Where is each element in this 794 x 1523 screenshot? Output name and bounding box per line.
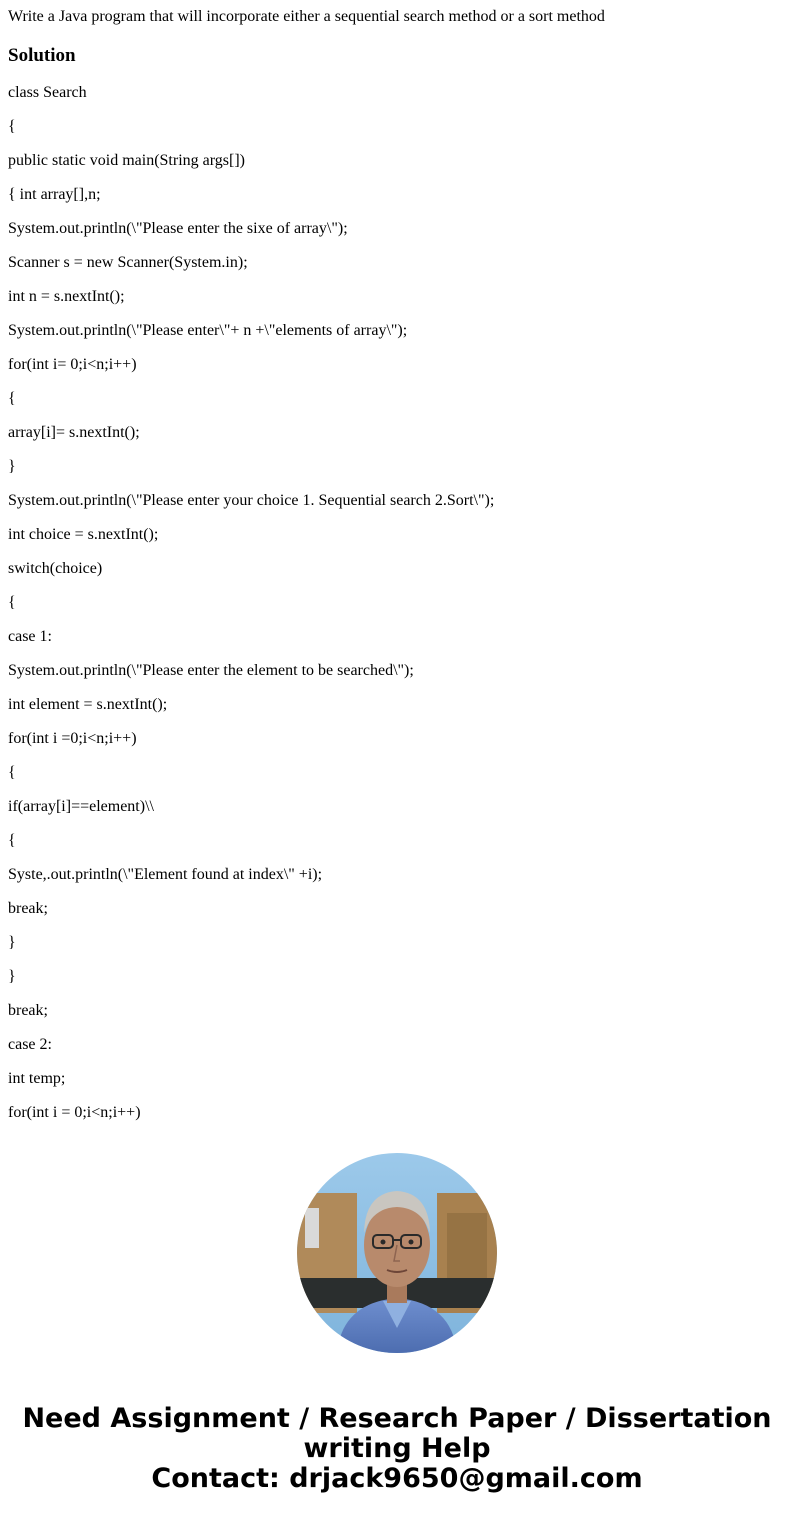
code-line: for(int i= 0;i<n;i++)	[8, 356, 137, 373]
question-text: Write a Java program that will incorporate either a sequential search method or a sort method	[8, 8, 605, 25]
code-line: { int array[],n;	[8, 186, 101, 203]
code-line: int choice = s.nextInt();	[8, 526, 159, 543]
code-line: {	[8, 594, 16, 611]
code-line: {	[8, 764, 16, 781]
code-line: {	[8, 832, 16, 849]
code-line: for(int i = 0;i<n;i++)	[8, 1104, 141, 1121]
code-line: Scanner s = new Scanner(System.in);	[8, 254, 248, 271]
code-line: class Search	[8, 84, 87, 101]
code-line: int n = s.nextInt();	[8, 288, 125, 305]
code-line: case 2:	[8, 1036, 52, 1053]
promo-line: Need Assignment / Research Paper / Dissertation	[22, 1403, 772, 1434]
code-line: int element = s.nextInt();	[8, 696, 168, 713]
code-line: switch(choice)	[8, 560, 103, 577]
code-line: for(int i =0;i<n;i++)	[8, 730, 137, 747]
contact-line: Contact: drjack9650@gmail.com	[151, 1463, 643, 1494]
code-line: {	[8, 390, 16, 407]
code-line: }	[8, 934, 16, 951]
code-line: System.out.println(\"Please enter the sixe of array\");	[8, 220, 348, 237]
code-line: System.out.println(\"Please enter your choice 1. Sequential search 2.Sort\");	[8, 492, 495, 509]
solution-code	[8, 83, 494, 1137]
code-line: break;	[8, 1002, 48, 1019]
promo-line: writing Help	[303, 1433, 491, 1464]
code-line: int temp;	[8, 1070, 66, 1087]
code-line: break;	[8, 900, 48, 917]
code-line: }	[8, 458, 16, 475]
code-line: case 1:	[8, 628, 52, 645]
code-line: array[i]= s.nextInt();	[8, 424, 140, 441]
code-line: System.out.println(\"Please enter\"+ n +\"elements of array\");	[8, 322, 408, 339]
code-line: Syste,.out.println(\"Element found at index\" +i);	[8, 866, 323, 883]
solution-heading: Solution	[8, 45, 76, 66]
code-line: }	[8, 968, 16, 985]
code-line: if(array[i]==element)\\	[8, 798, 154, 815]
code-line: {	[8, 118, 16, 135]
author-avatar	[297, 1153, 497, 1353]
code-line: public static void main(String args[])	[8, 152, 245, 169]
promo-banner	[0, 1404, 794, 1494]
code-line: System.out.println(\"Please enter the element to be searched\");	[8, 662, 414, 679]
